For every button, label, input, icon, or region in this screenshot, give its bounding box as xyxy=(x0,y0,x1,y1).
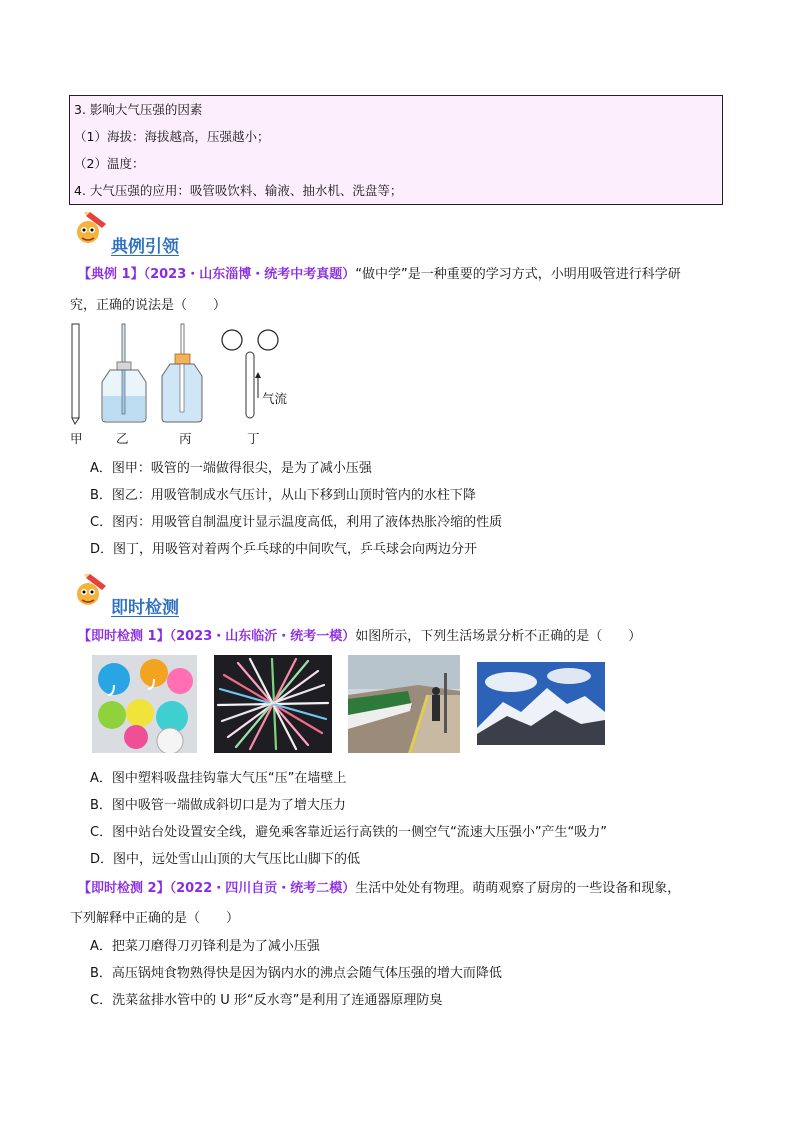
option-b: B．高压锅炖食物熟得快是因为锅内水的沸点会随气体压强的增大而降低 xyxy=(90,966,502,981)
question-text-cont: 究，正确的说法是（ ） xyxy=(70,298,227,313)
railway-platform-photo xyxy=(348,655,460,753)
airflow-label: 气流 xyxy=(262,391,288,406)
straw-sharp-drawing xyxy=(72,324,79,424)
bottle-thermometer-drawing xyxy=(162,324,202,422)
pencil-mascot-icon xyxy=(72,572,108,608)
figure-label-jia: 甲 xyxy=(70,431,83,446)
factor-line: （1）海拔：海拔越高，压强越小； xyxy=(74,129,270,144)
option-d: D．图丁，用吸管对着两个乒乓球的中间吹气，乒乓球会向两边分开 xyxy=(90,542,478,557)
question-tag: 【即时检测 1】（2023・山东临沂・统考一模） xyxy=(78,629,356,644)
question-text: 生活中处处有物理。萌萌观察了厨房的一些设备和现象， xyxy=(355,881,681,896)
suction-hook-photo xyxy=(92,655,197,753)
water-barometer-drawing xyxy=(102,324,146,422)
factors-box xyxy=(69,95,723,205)
question-stem xyxy=(78,263,681,282)
option-a: A．把菜刀磨得刀刃锋利是为了减小压强 xyxy=(90,939,320,954)
factor-line: 3. 影响大气压强的因素 xyxy=(74,102,203,117)
question-text-cont: 下列解释中正确的是（ ） xyxy=(70,911,240,926)
option-a: A．图甲：吸管的一端做得很尖，是为了减小压强 xyxy=(90,461,372,476)
question-tag: 【典例 1】（2023・山东淄博・统考中考真题） xyxy=(78,267,356,282)
section-title: 即时检测 xyxy=(111,598,179,618)
option-c: C．图丙：用吸管自制温度计显示温度高低，利用了液体热胀冷缩的性质 xyxy=(90,515,503,530)
option-b: B．图乙：用吸管制成水气压计，从山下移到山顶时管内的水柱下降 xyxy=(90,488,476,503)
snow-mountain-photo xyxy=(477,662,605,745)
section-title: 典例引领 xyxy=(111,237,179,257)
option-c: C．图中站台处设置安全线，避免乘客靠近运行高铁的一侧空气“流速大压强小”产生“吸力” xyxy=(90,825,608,840)
factor-line: 4. 大气压强的应用：吸管吸饮料、输液、抽水机、洗盘等； xyxy=(74,183,403,198)
pencil-mascot-icon xyxy=(72,210,108,246)
question-stem xyxy=(78,877,680,896)
option-c: C．洗菜盆排水管中的 U 形“反水弯”是利用了连通器原理防臭 xyxy=(90,993,443,1008)
figure-label-ding: 丁 xyxy=(247,431,260,446)
question-tag: 【即时检测 2】（2022・四川自贡・统考二模） xyxy=(78,881,356,896)
section-header-example xyxy=(72,210,108,250)
question-text: 如图所示，下列生活场景分析不正确的是（ ） xyxy=(355,629,642,644)
factor-line: （2）温度： xyxy=(74,156,145,171)
question-text: “做中学”是一种重要的学习方式，小明用吸管进行科学研 xyxy=(355,267,681,282)
option-a: A．图中塑料吸盘挂钩靠大气压“压”在墙壁上 xyxy=(90,771,347,786)
drinking-straws-photo xyxy=(214,655,332,753)
figure-label-bing: 丙 xyxy=(179,431,192,446)
question-stem xyxy=(78,625,641,644)
section-header-check xyxy=(72,572,108,612)
figure-label-yi: 乙 xyxy=(116,431,129,446)
option-b: B．图中吸管一端做成斜切口是为了增大压力 xyxy=(90,798,346,813)
option-d: D．图中，远处雪山山顶的大气压比山脚下的低 xyxy=(90,852,361,867)
